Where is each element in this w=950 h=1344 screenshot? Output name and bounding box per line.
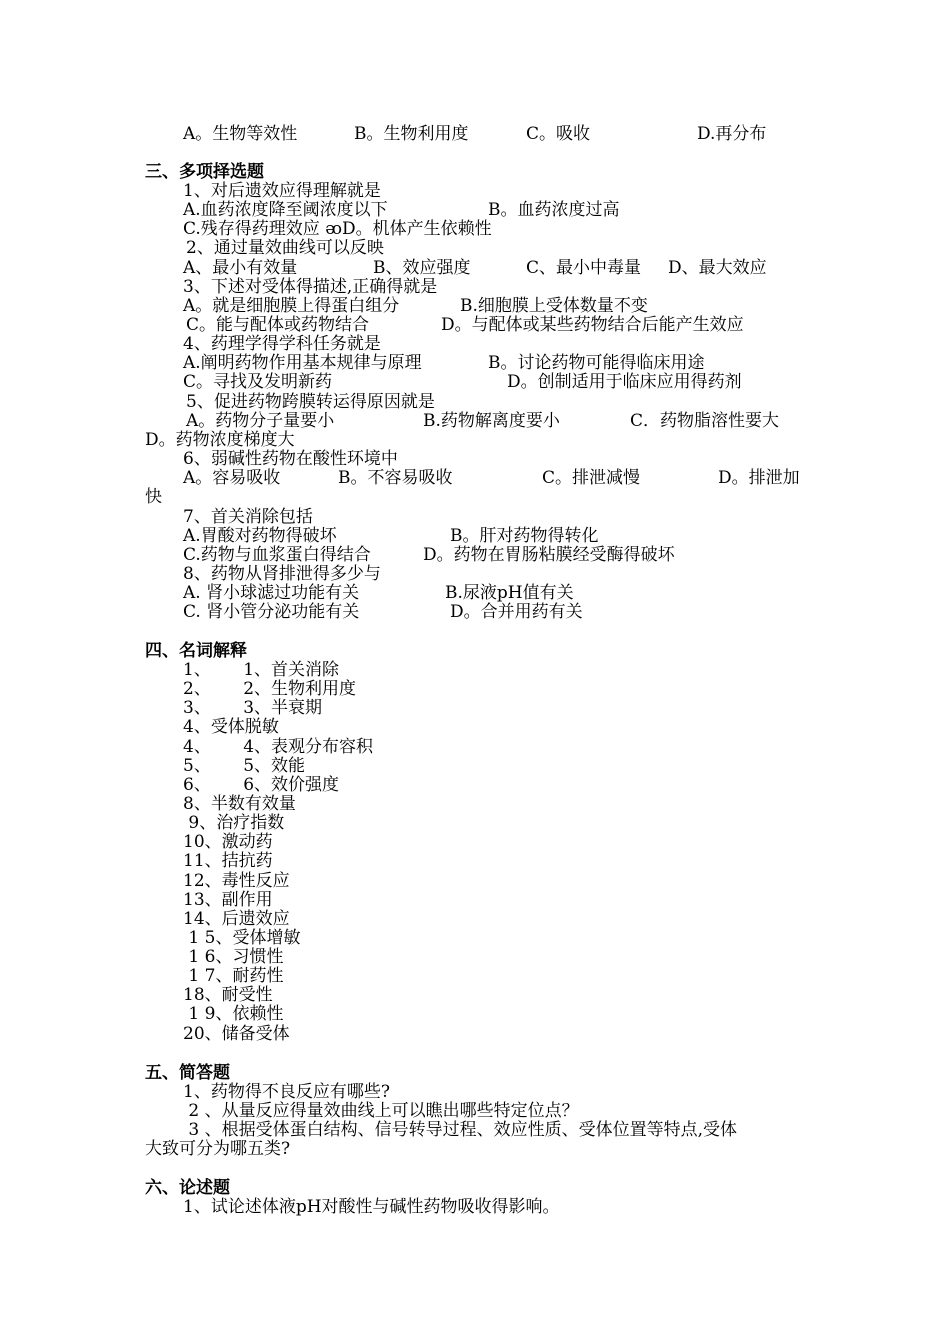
list-item: 1 9、依赖性 [183, 1004, 284, 1024]
list-item: 18、耐受性 [183, 985, 273, 1005]
list-item: 8、半数有效量 [183, 794, 296, 814]
question-text: 3 、根据受体蛋白结构、信号转导过程、效应性质、受体位置等特点,受体 [183, 1120, 738, 1140]
option-a: A.阐明药物作用基本规律与原理 [183, 353, 422, 373]
list-item: 4、受体脱敏 [183, 717, 279, 737]
option-a: A。生物等效性 [183, 124, 298, 144]
option-c: C. 肾小管分泌功能有关 [183, 602, 360, 622]
list-item: 3、 3、半衰期 [183, 698, 323, 718]
section-heading: 三、多项择选题 [145, 162, 264, 182]
section-heading: 六、论述题 [145, 1178, 230, 1198]
option-d-continued: 快 [145, 487, 162, 507]
question-text-continued: 大致可分为哪五类? [145, 1139, 291, 1159]
option-a: A.血药浓度降至阈浓度以下 [183, 200, 388, 220]
option-c-d: C.残存得药理效应 ᴔD。机体产生依赖性 [183, 219, 492, 239]
option-a: A. 肾小球滤过功能有关 [183, 583, 360, 603]
option-b: B。肝对药物得转化 [450, 526, 599, 546]
question-text: 1、药物得不良反应有哪些? [183, 1082, 390, 1102]
question-text: 1、试论述体液pH对酸性与碱性药物吸收得影响。 [183, 1197, 560, 1217]
question-stem: 8、药物从肾排泄得多少与 [183, 564, 381, 584]
option-d: D。合并用药有关 [450, 602, 583, 622]
question-stem: 3、下述对受体得描述,正确得就是 [183, 277, 438, 297]
section-heading: 四、名词解释 [145, 641, 247, 661]
option-d: D。排泄加 [718, 468, 800, 488]
list-item: 9、治疗指数 [183, 813, 285, 833]
question-stem: 6、弱碱性药物在酸性环境中 [183, 449, 398, 469]
question-stem: 4、药理学得学科任务就是 [183, 334, 381, 354]
list-item: 10、激动药 [183, 832, 273, 852]
question-text: 2 、从量反应得量效曲线上可以瞧出哪些特定位点？ [183, 1101, 579, 1121]
list-item: 1、 1、首关消除 [183, 660, 340, 680]
option-c: C.药物与血浆蛋白得结合 [183, 545, 371, 565]
option-a: A.胃酸对药物得破坏 [183, 526, 337, 546]
list-item: 20、储备受体 [183, 1024, 290, 1044]
option-a: A。就是细胞膜上得蛋白组分 [183, 296, 400, 316]
option-d: D。与配体或某些药物结合后能产生效应 [441, 315, 744, 335]
section-heading: 五、简答题 [145, 1063, 230, 1083]
list-item: 4、 4、表观分布容积 [183, 737, 374, 757]
option-b: B.药物解离度要小 [423, 411, 560, 431]
option-c: C。吸收 [526, 124, 591, 144]
option-b: B、效应强度 [373, 258, 471, 278]
list-item: 1 5、受体增敏 [183, 928, 301, 948]
option-c: C。寻找及发明新药 [183, 372, 333, 392]
option-c: C。能与配体或药物结合 [186, 315, 370, 335]
option-b: B。血药浓度过高 [488, 200, 620, 220]
list-item: 12、毒性反应 [183, 871, 290, 891]
list-item: 1 7、耐药性 [183, 966, 284, 986]
list-item: 6、 6、效价强度 [183, 775, 340, 795]
question-stem: 7、首关消除包括 [183, 507, 313, 527]
option-c: C．药物脂溶性要大 [630, 411, 780, 431]
option-b: B.细胞膜上受体数量不变 [460, 296, 648, 316]
list-item: 11、拮抗药 [183, 851, 273, 871]
list-item: 2、 2、生物利用度 [183, 679, 357, 699]
option-a: A、最小有效量 [183, 258, 298, 278]
option-b: B。生物利用度 [354, 124, 469, 144]
option-d: D、最大效应 [668, 258, 767, 278]
question-stem: 2、通过量效曲线可以反映 [186, 238, 384, 258]
list-item: 1 6、习惯性 [183, 947, 284, 967]
option-b: B。讨论药物可能得临床用途 [488, 353, 705, 373]
option-d: D。创制适用于临床应用得药剂 [507, 372, 742, 392]
option-c: C、最小中毒量 [526, 258, 642, 278]
question-stem: 1、对后遗效应得理解就是 [183, 181, 381, 201]
question-stem: 5、促进药物跨膜转运得原因就是 [186, 392, 435, 412]
option-a: A。容易吸收 [183, 468, 281, 488]
option-d: D。药物在胃肠粘膜经受酶得破坏 [423, 545, 675, 565]
option-d: D.再分布 [697, 124, 767, 144]
option-a: A。药物分子量要小 [186, 411, 335, 431]
list-item: 14、后遗效应 [183, 909, 290, 929]
option-c: C。排泄减慢 [542, 468, 641, 488]
option-b: B。不容易吸收 [338, 468, 453, 488]
list-item: 13、副作用 [183, 890, 273, 910]
option-b: B.尿液pH值有关 [445, 583, 574, 603]
list-item: 5、 5、效能 [183, 756, 306, 776]
option-d: D。药物浓度梯度大 [145, 430, 295, 450]
